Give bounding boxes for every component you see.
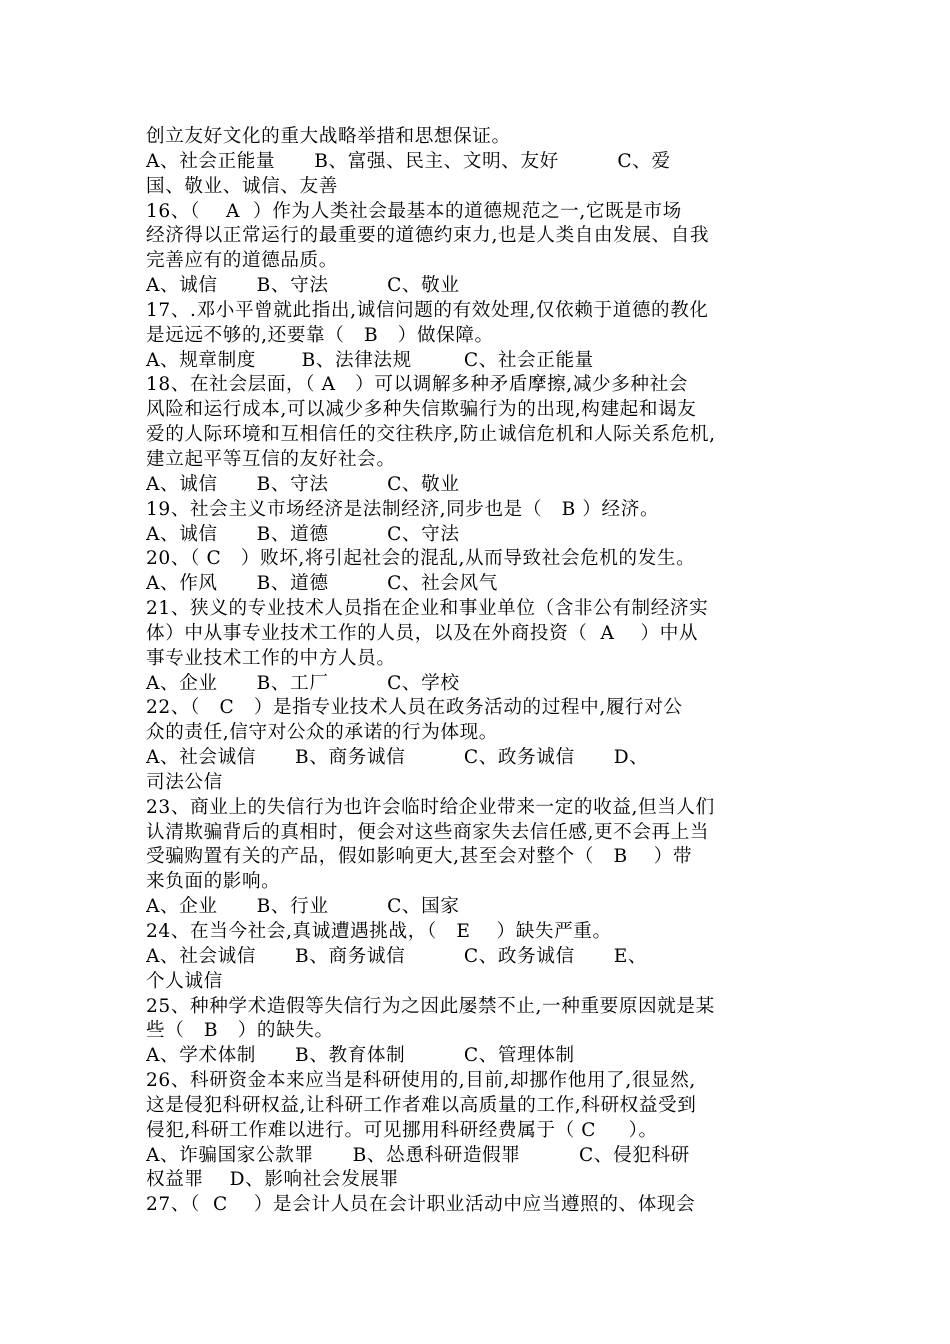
text-line: 经济得以正常运行的最重要的道德约束力,也是人类自由发展、自我 (146, 225, 710, 247)
text-line: 16、（ A ）作为人类社会最基本的道德规范之一,它既是市场 (146, 200, 682, 222)
text-line: A、诚信 B、守法 C、敬业 (146, 275, 460, 297)
text-line: A、诈骗国家公款罪 B、怂恿科研造假罪 C、侵犯科研 (146, 1144, 690, 1166)
text-line: 21、狭义的专业技术人员指在企业和事业单位（含非公有制经济实 (146, 598, 709, 620)
text-line: A、社会诚信 B、商务诚信 C、政务诚信 D、 (146, 747, 649, 769)
document-body (146, 125, 810, 1218)
text-line: 26、科研资金本来应当是科研使用的,目前,却挪作他用了,很显然, (146, 1070, 696, 1092)
text-line: 爱的人际环境和互相信任的交往秩序,防止诚信危机和人际关系危机, (146, 424, 716, 446)
text-line: A、作风 B、道德 C、社会风气 (146, 573, 498, 595)
text-line: 完善应有的道德品质。 (146, 250, 338, 272)
text-line: 建立起平等互信的友好社会。 (146, 448, 396, 470)
text-line: 25、种种学术造假等失信行为之因此屡禁不止,一种重要原因就是某 (146, 995, 715, 1017)
text-line: A、企业 B、行业 C、国家 (146, 896, 460, 918)
text-line: 司法公信 (146, 771, 223, 793)
text-line: 体）中从事专业技术工作的人员，以及在外商投资（ A ）中从 (146, 622, 699, 644)
text-line: 风险和运行成本,可以减少多种失信欺骗行为的出现,构建起和谒友 (146, 399, 697, 421)
text-line: 18、在社会层面，（ A ）可以调解多种矛盾摩擦,减少多种社会 (146, 374, 688, 396)
text-line: 19、社会主义市场经济是法制经济,同步也是（ B ）经济。 (146, 498, 660, 520)
text-line: 17、.邓小平曾就此指出,诚信问题的有效处理,仅依赖于道德的教化 (146, 299, 709, 321)
text-line: 23、商业上的失信行为也许会临时给企业带来一定的收益,但当人们 (146, 796, 715, 818)
text-line: 创立友好文化的重大战略举措和思想保证。 (146, 126, 511, 147)
text-line: A、诚信 B、道德 C、守法 (146, 523, 460, 545)
text-line: 来负面的影响。 (146, 871, 281, 893)
text-line: 权益罪 D、影响社会发展罪 (146, 1169, 399, 1191)
text-line: A、诚信 B、守法 C、敬业 (146, 473, 460, 495)
text-line: A、规章制度 B、法律法规 C、社会正能量 (146, 349, 594, 371)
text-line: 个人诚信 (146, 970, 223, 992)
text-line: 些（ B ）的缺失。 (146, 1020, 334, 1042)
text-line: 20、（ C ）败坏,将引起社会的混乱,从而导致社会危机的发生。 (146, 548, 696, 570)
text-line: 27、（ C ）是会计人员在会计职业活动中应当遵照的、体现会 (146, 1194, 696, 1216)
text-line: 受骗购置有关的产品，假如影响更大,甚至会对整个（ B ）带 (146, 846, 693, 868)
text-line: A、社会正能量 B、富强、民主、文明、友好 C、爱 (146, 150, 671, 172)
text-line: 这是侵犯科研权益,让科研工作者难以高质量的工作,科研权益受到 (146, 1094, 697, 1116)
text-line: 国、敬业、诚信、友善 (146, 175, 338, 197)
text-line: 是远远不够的,还要靠（ B ）做保障。 (146, 324, 494, 346)
text-line: 侵犯,科研工作难以进行。可见挪用科研经费属于（ C ）。 (146, 1119, 658, 1141)
text-line: A、企业 B、工厂 C、学校 (146, 672, 460, 694)
text-line: 众的责任,信守对公众的承诺的行为体现。 (146, 722, 498, 744)
text-line: A、社会诚信 B、商务诚信 C、政务诚信 E、 (146, 945, 648, 967)
text-line: A、学术体制 B、教育体制 C、管理体制 (146, 1045, 575, 1067)
text-line: 事专业技术工作的中方人员。 (146, 647, 396, 669)
text-line: 22、（ C ）是指专业技术人员在政务活动的过程中,履行对公 (146, 697, 683, 719)
text-line: 24、在当今社会,真诚遭遇挑战，（ E ）缺失严重。 (146, 921, 612, 942)
text-line: 认清欺骗背后的真相时，便会对这些商家失去信任感,更不会再上当 (146, 821, 710, 843)
